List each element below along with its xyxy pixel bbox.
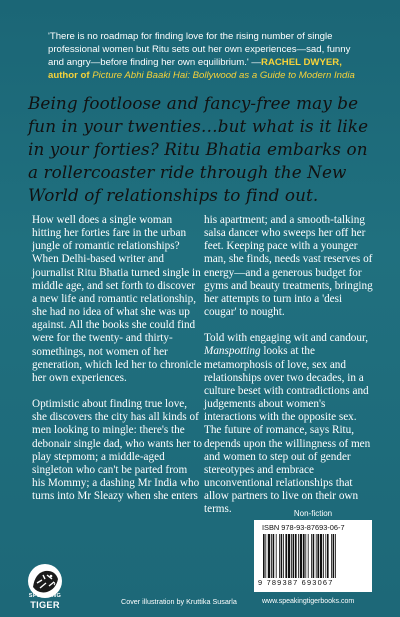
referenced-book-title: Picture Abhi Baaki Hai: Bollywood as a Guide to Modern India <box>92 70 355 81</box>
synopsis-paragraph: Told with engaging wit and candour, Manspotting looks at the metamorphosis of love, sex and relationships over two decades, in a culture beset with contradictions and judgements about women's interactions with the opposite sex. The future of romance, says Ritu, depends upon the willingness of men and women to step out of gender stereotypes and embrace unconventional relationships that allow partners to live on their own terms. <box>204 332 371 516</box>
book-title-inline: Manspotting <box>204 345 261 358</box>
category-label: Non-fiction <box>293 509 333 518</box>
synopsis-column-right <box>204 214 374 529</box>
barcode-icon <box>261 534 365 578</box>
illustration-credit: Cover illustration by Kruttika Susarla <box>121 597 237 606</box>
barcode-panel <box>254 520 372 592</box>
endorsement-quote <box>48 30 366 82</box>
handwritten-tagline: Being footloose and fancy-free may be fun in your twenties…but what is it like in your forties? Ritu Bhatia embarks on a rollercoaster ride through the New World of relationships to find out. <box>28 93 369 205</box>
quote-author: RACHEL DWYER, <box>261 57 342 68</box>
publisher-logo-text: SPEAKING TIGER <box>28 593 62 610</box>
isbn-text: ISBN 978-93-87693-06-7 <box>262 523 345 532</box>
publisher-website: www.speakingtigerbooks.com <box>262 598 355 605</box>
synopsis-paragraph: his apartment; and a smooth-talking salsa dancer who sweeps her off her feet. Keeping pace with a younger man, she finds, needs vast reserves of energy—and a generous budget for gyms and beauty treatments, bringing her attempts to turn into a 'desi cougar' to nought. <box>204 214 373 319</box>
quote-text: 'There is no roadmap for finding love for the rising number of single professional women but Ritu sets out her own experiences—sad, funny and angry—before finding her own equilibrium.' — <box>48 31 351 68</box>
synopsis-paragraph: How well does a single woman hitting her forties fare in the urban jungle of romantic relationships? When Delhi-based writer and journalist Ritu Bhatia turned single in middle age, and set forth to discover a new life and romantic relationship, she had no idea of what she was up against. All the books she could find were for the twenty- and thirty-somethings, not women of her generation, which led her to chronicle her own experiences. <box>32 214 202 384</box>
barcode-digits: 9 789387 693067 <box>258 578 334 587</box>
synopsis-column-left <box>32 214 202 516</box>
synopsis-paragraph: Optimistic about finding true love, she discovers the city has all kinds of men looking to mingle: there's the debonair single dad, who wants her to play stepmom; a middle-aged singleton who can't be parted from his Mommy; a dashing Mr India who turns into Mr Sleazy when she enters <box>32 398 202 503</box>
quote-author-credential: author of Picture Abhi Baaki Hai: Bollywood as a Guide to Modern India <box>48 70 355 81</box>
